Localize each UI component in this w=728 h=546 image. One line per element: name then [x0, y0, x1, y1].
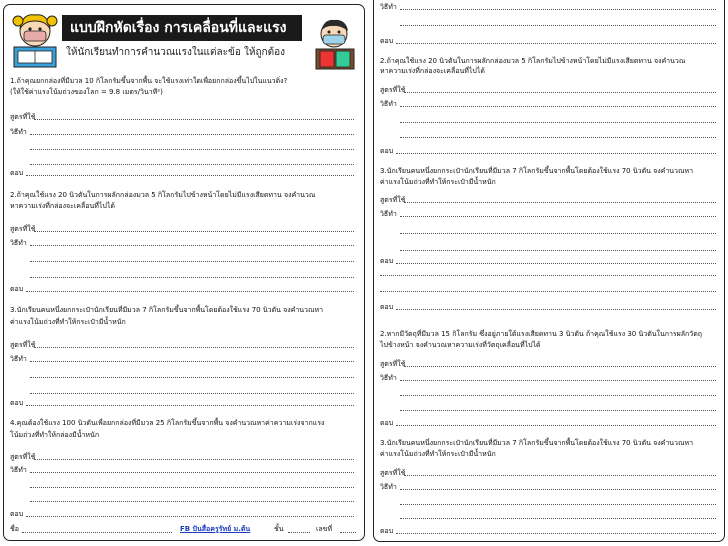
formula-label: สูตรที่ใช้ — [380, 196, 406, 204]
method-line[interactable] — [30, 377, 354, 378]
answer-line[interactable] — [26, 291, 354, 292]
method-label: วิธีทำ — [380, 483, 397, 491]
method-line[interactable] — [400, 504, 716, 505]
answer-line[interactable] — [396, 43, 716, 44]
method-label: วิธีทำ — [380, 3, 397, 11]
question-4-text: 4.คุณต้องใช้แรง 100 นิวตันเพื่อยกกล่องที่มีมวล 25 กิโลกรัมขึ้นจากพื้น จงคำนวณหาค่าความเร่งจากแรง — [10, 419, 325, 427]
method-line[interactable] — [30, 149, 354, 150]
answer-line[interactable] — [26, 405, 354, 406]
formula-label: สูตรที่ใช้ — [10, 113, 36, 121]
answer-label: ตอบ — [380, 37, 394, 45]
answer-label: ตอบ — [380, 527, 394, 535]
method-label: วิธีทำ — [10, 239, 27, 247]
answer-line[interactable] — [396, 533, 716, 534]
right-question-b-text-cont: ค่าแรงโน้มถ่วงที่ทำให้กระเป๋ามีน้ำหนัก — [380, 178, 496, 186]
question-3-text-cont: ค่าแรงโน้มถ่วงที่ทำให้กระเป๋ามีน้ำหนัก — [10, 318, 126, 326]
formula-line[interactable] — [34, 119, 354, 120]
formula-line[interactable] — [34, 231, 354, 232]
class-label: ชั้น — [274, 525, 284, 533]
question-1-note: (ให้ใช้ค่าแรงโน้มถ่วงของโลก = 9.8 เมตร/วินาที²) — [10, 88, 163, 96]
right-question-d-text: 3.นักเรียนคนหนึ่งยกกระเป๋านักเรียนที่มีมวล 7 กิโลกรัมขึ้นจากพื้นโดยต้องใช้แรง 70 นิวตัน จงคำนวณหา — [380, 439, 694, 447]
method-label: วิธีทำ — [10, 355, 27, 363]
method-line[interactable] — [400, 410, 716, 411]
answer-label: ตอบ — [380, 147, 394, 155]
formula-line[interactable] — [404, 475, 716, 476]
question-2-text: 2.ถ้าคุณใช้แรง 20 นิวตันในการผลักกล่องมวล 5 กิโลกรัมไปข้างหน้าโดยไม่มีแรงเสียดทาน จงคำนวณ — [10, 191, 316, 199]
formula-label: สูตรที่ใช้ — [380, 469, 406, 477]
answer-label: ตอบ — [380, 303, 394, 311]
method-line[interactable] — [30, 261, 354, 262]
right-question-c-text: 2.หากมีวัตถุที่มีมวล 15 กิโลกรัม ซึ่งอยู่ภายใต้แรงเสียดทาน 3 นิวตัน ถ้าคุณใช้แรง 30 นิวตันในการผลักวัตถุ — [380, 330, 703, 338]
answer-label: ตอบ — [10, 285, 24, 293]
formula-line[interactable] — [34, 459, 354, 460]
girl-reading-illustration — [10, 11, 60, 69]
method-line[interactable] — [30, 501, 354, 502]
answer-line[interactable] — [396, 153, 716, 154]
name-label: ชื่อ — [10, 525, 19, 533]
answer-line[interactable] — [26, 175, 354, 176]
answer-label: ตอบ — [10, 399, 24, 407]
method-line[interactable] — [30, 393, 354, 394]
method-line[interactable] — [400, 137, 716, 138]
method-label: วิธีทำ — [380, 374, 397, 382]
name-line[interactable] — [22, 532, 172, 533]
answer-line[interactable] — [26, 516, 354, 517]
method-line[interactable] — [380, 275, 716, 276]
boy-with-book-illustration — [310, 17, 360, 71]
method-line[interactable] — [30, 245, 354, 246]
right-question-b-text: 3.นักเรียนคนหนึ่งยกกระเป๋านักเรียนที่มีมวล 7 กิโลกรัมขึ้นจากพื้นโดยต้องใช้แรง 70 นิวตัน จงคำนวณหา — [380, 167, 694, 175]
formula-label: สูตรที่ใช้ — [10, 453, 36, 461]
method-label: วิธีทำ — [380, 210, 397, 218]
method-line[interactable] — [400, 216, 716, 217]
method-line[interactable] — [400, 122, 716, 123]
worksheet-instructions: ให้นักเรียนทำการคำนวณแรงในแต่ละข้อ ให้ถูกต้อง — [66, 47, 285, 58]
author-credit: FB ปันสื่อครูรัทย์ ม.ต้น — [180, 525, 251, 533]
question-4-text-cont: โน้มถ่วงที่ทำให้กล่องมีน้ำหนัก — [10, 431, 100, 439]
method-line[interactable] — [30, 487, 354, 488]
formula-label: สูตรที่ใช้ — [380, 86, 406, 94]
formula-label: สูตรที่ใช้ — [10, 341, 36, 349]
method-line[interactable] — [400, 25, 716, 26]
formula-line[interactable] — [404, 92, 716, 93]
method-line[interactable] — [30, 361, 354, 362]
formula-line[interactable] — [404, 366, 716, 367]
right-question-c-text-cont: ไปข้างหน้า จงคำนวณหาความเร่งที่วัตถุเคลื่อนที่ไปได้ — [380, 341, 541, 349]
number-line[interactable] — [340, 532, 356, 533]
method-line[interactable] — [30, 277, 354, 278]
method-line[interactable] — [400, 106, 716, 107]
method-line[interactable] — [380, 291, 716, 292]
question-3-text: 3.นักเรียนคนหนึ่งยกกระเป๋านักเรียนที่มีมวล 7 กิโลกรัมขึ้นจากพื้นโดยต้องใช้แรง 70 นิวตัน จงคำนวณหา — [10, 306, 324, 314]
method-line[interactable] — [400, 9, 716, 10]
method-line[interactable] — [400, 518, 716, 519]
question-2-text-cont: หาความเร่งที่กล่องจะเคลื่อนที่ไปได้ — [10, 202, 115, 210]
right-worksheet — [373, 0, 725, 542]
method-label: วิธีทำ — [10, 466, 27, 474]
formula-line[interactable] — [34, 347, 354, 348]
formula-line[interactable] — [404, 202, 716, 203]
answer-label: ตอบ — [380, 257, 394, 265]
method-line[interactable] — [30, 134, 354, 135]
method-line[interactable] — [400, 250, 716, 251]
number-label: เลขที่ — [316, 525, 333, 533]
question-1-text: 1.ถ้าคุณยกกล่องที่มีมวล 10 กิโลกรัมขึ้นจากพื้น จะใช้แรงเท่าใดเพื่อยกกล่องขึ้นไปในแนวดิ่ง? — [10, 77, 288, 85]
formula-label: สูตรที่ใช้ — [380, 360, 406, 368]
method-line[interactable] — [400, 395, 716, 396]
method-line[interactable] — [30, 472, 354, 473]
answer-line[interactable] — [396, 425, 716, 426]
answer-label: ตอบ — [10, 169, 24, 177]
method-line[interactable] — [400, 489, 716, 490]
method-label: วิธีทำ — [380, 100, 397, 108]
method-line[interactable] — [400, 380, 716, 381]
answer-line[interactable] — [396, 263, 716, 264]
class-line[interactable] — [288, 532, 310, 533]
answer-label: ตอบ — [380, 419, 394, 427]
formula-label: สูตรที่ใช้ — [10, 225, 36, 233]
worksheet-title: แบบฝึกหัดเรื่อง การเคลื่อนที่และแรง — [62, 15, 302, 41]
right-question-d-text-cont: ค่าแรงโน้มถ่วงที่ทำให้กระเป๋ามีน้ำหนัก — [380, 450, 496, 458]
left-worksheet — [3, 4, 365, 541]
right-question-a-text-cont: หาความเร่งที่กล่องจะเคลื่อนที่ไปได้ — [380, 67, 485, 75]
method-line[interactable] — [400, 233, 716, 234]
method-label: วิธีทำ — [10, 128, 27, 136]
answer-label: ตอบ — [10, 510, 24, 518]
method-line[interactable] — [30, 164, 354, 165]
right-question-a-text: 2.ถ้าคุณใช้แรง 20 นิวตันในการผลักกล่องมวล 5 กิโลกรัมไปข้างหน้าโดยไม่มีแรงเสียดทาน จงคำนวณ — [380, 57, 686, 65]
answer-line[interactable] — [396, 309, 716, 310]
